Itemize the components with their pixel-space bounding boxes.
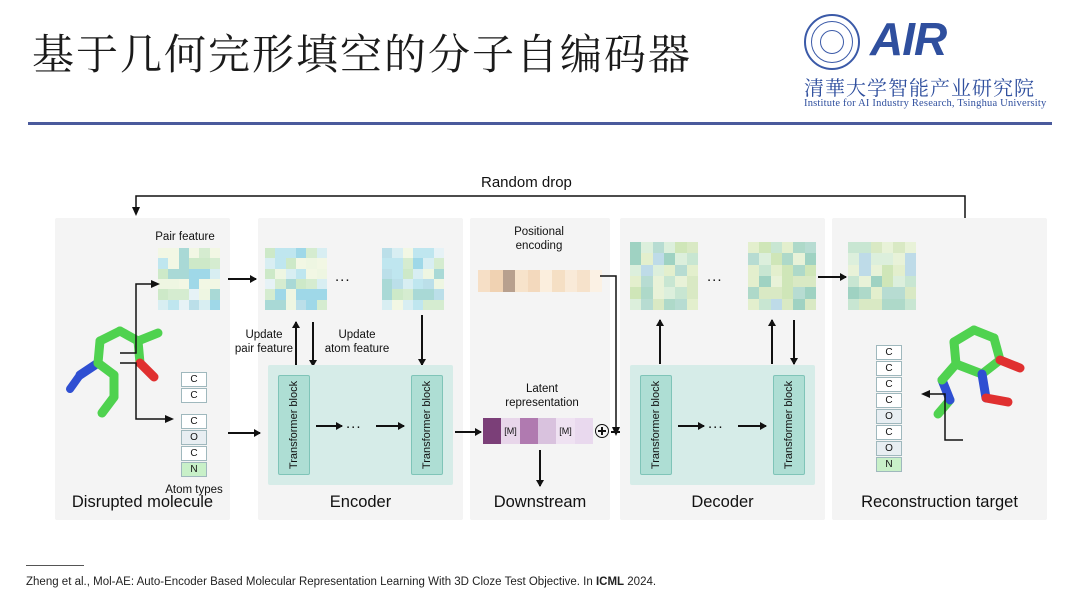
- latent-mask-token: [M]: [501, 418, 519, 444]
- page-title: 基于几何完形填空的分子自编码器: [32, 33, 693, 79]
- positional-encoding-cell: [503, 270, 515, 292]
- update-atom-line2: atom feature: [324, 343, 390, 356]
- decoder-matrix-ellipsis: ...: [707, 268, 723, 285]
- caption-update-pair-feature: [228, 328, 300, 357]
- panel-label-reconstruction: Reconstruction target: [861, 493, 1018, 511]
- arrow-decoder-tf-next2: [738, 425, 766, 427]
- latent-token: [520, 418, 538, 444]
- atom-type-cell: C: [181, 372, 207, 387]
- arrow-pair1-to-pair2: [228, 278, 256, 280]
- arrow-decoder-matrix-to-tf: [793, 320, 795, 364]
- arrow-encoder-tf-next2: [376, 425, 404, 427]
- encoder-transformer-block-2: [411, 375, 443, 475]
- caption-update-atom-feature: [318, 328, 396, 357]
- citation: [26, 576, 656, 588]
- arrow-latent-to-downstream: [539, 450, 541, 486]
- decoder-transformer-ellipsis: ...: [708, 415, 724, 432]
- atom-type-cell: C: [876, 377, 902, 392]
- tsinghua-seal-icon: [804, 14, 860, 70]
- decoder-pair-matrix-1: [630, 242, 698, 310]
- atom-type-cell: O: [876, 409, 902, 424]
- arrow-decoder-tf2-to-matrix: [771, 320, 773, 364]
- arrow-update-atom-feature: [312, 322, 314, 366]
- decoder-pair-matrix-2: [748, 242, 816, 310]
- update-pair-line2: pair feature: [234, 343, 294, 356]
- institute-name-english: Institute for AI Industry Research, Tsinghua University: [804, 98, 1047, 109]
- latent-line1: Latent: [526, 383, 558, 395]
- institute-name-chinese: 清華大学智能产业研究院: [804, 78, 1035, 100]
- encoder-transformer-ellipsis: ...: [346, 415, 362, 432]
- panel-label-decoder: Decoder: [691, 493, 754, 511]
- encoder-pair-ellipsis: ...: [335, 268, 351, 285]
- positional-encoding-cell: [490, 270, 502, 292]
- arrow-atoms-to-encoder: [228, 432, 260, 434]
- decoder-transformer-label-1: Transformer block: [650, 380, 662, 470]
- decoder-transformer-block-1: [640, 375, 672, 475]
- atom-type-cell: C: [876, 393, 902, 408]
- atom-type-cell: C: [181, 414, 207, 429]
- encoder-transformer-label-2: Transformer block: [421, 380, 433, 470]
- institution-logo: [804, 13, 1054, 109]
- encoder-transformer-label-1: Transformer block: [288, 380, 300, 470]
- atom-type-cell: N: [876, 457, 902, 472]
- atom-type-cell: O: [181, 430, 207, 445]
- arrow-pair-to-transformer: [421, 315, 423, 365]
- encoder-transformer-block-1: [278, 375, 310, 475]
- arrow-reconstruction-atoms: [915, 382, 975, 452]
- decoder-transformer-region: [630, 365, 815, 485]
- positional-encoding-cell: [528, 270, 540, 292]
- atom-type-cell: N: [181, 462, 207, 477]
- panel-label-downstream: Downstream: [493, 493, 587, 511]
- arrow-encoder-to-latent: [455, 431, 481, 433]
- panel-label-encoder: Encoder: [329, 493, 392, 511]
- encoder-pair-matrix-2: [382, 248, 444, 310]
- positional-line1: Positional: [514, 226, 564, 238]
- latent-representation-strip: [483, 418, 593, 444]
- reconstruction-pair-matrix: [848, 242, 916, 310]
- caption-pair-feature: Pair feature: [155, 231, 215, 243]
- header-divider: [28, 122, 1052, 125]
- air-wordmark: AIR: [870, 13, 947, 65]
- latent-token: [483, 418, 501, 444]
- citation-venue: ICML: [595, 576, 625, 588]
- caption-positional-encoding: [478, 225, 600, 254]
- citation-prefix: Zheng et al., Mol-AE: Auto-Encoder Based Molecular Representation Learning With 3D Cloze Test Objective. In: [26, 576, 596, 588]
- citation-year: 2024.: [624, 576, 657, 588]
- latent-token: [538, 418, 556, 444]
- encoder-transformer-region: [268, 365, 453, 485]
- positional-encoding-cell: [552, 270, 564, 292]
- arrow-update-pair-feature: [295, 322, 297, 366]
- update-pair-line1: Update: [245, 329, 283, 341]
- decoder-transformer-block-2: [773, 375, 805, 475]
- encoder-pair-matrix-1: [265, 248, 327, 310]
- atom-type-cell: C: [876, 361, 902, 376]
- random-drop-label: Random drop: [481, 174, 572, 191]
- positional-encoding-cell: [565, 270, 577, 292]
- positional-encoding-cell: [540, 270, 552, 292]
- atom-type-cell: O: [876, 441, 902, 456]
- latent-line2: representation: [505, 397, 579, 410]
- latent-mask-token: [M]: [556, 418, 574, 444]
- arrow-molecule-to-atom-types: [118, 355, 188, 465]
- arrow-decoder-tf1-to-matrix: [659, 320, 661, 364]
- arrow-encoder-tf1-next: [316, 425, 342, 427]
- positional-encoding-cell: [515, 270, 527, 292]
- caption-atom-types: Atom types: [165, 484, 223, 496]
- atom-type-cell: C: [181, 446, 207, 461]
- slide-header: [0, 0, 1080, 125]
- positional-encoding-strip: [478, 270, 602, 292]
- positional-encoding-cell: [478, 270, 490, 292]
- atom-type-cell: C: [181, 388, 207, 403]
- arrow-decoder-to-reconstruction: [818, 276, 846, 278]
- atom-type-cell: C: [876, 425, 902, 440]
- arrow-decoder-tf1-next: [678, 425, 704, 427]
- decoder-transformer-label-2: Transformer block: [783, 380, 795, 470]
- footer-divider: [26, 565, 84, 566]
- update-atom-line1: Update: [338, 329, 376, 341]
- architecture-diagram: [0, 150, 1080, 540]
- positional-line2: encoding: [515, 240, 563, 253]
- atom-type-cell: C: [876, 345, 902, 360]
- panel-label-disrupted: Disrupted molecule: [71, 493, 214, 511]
